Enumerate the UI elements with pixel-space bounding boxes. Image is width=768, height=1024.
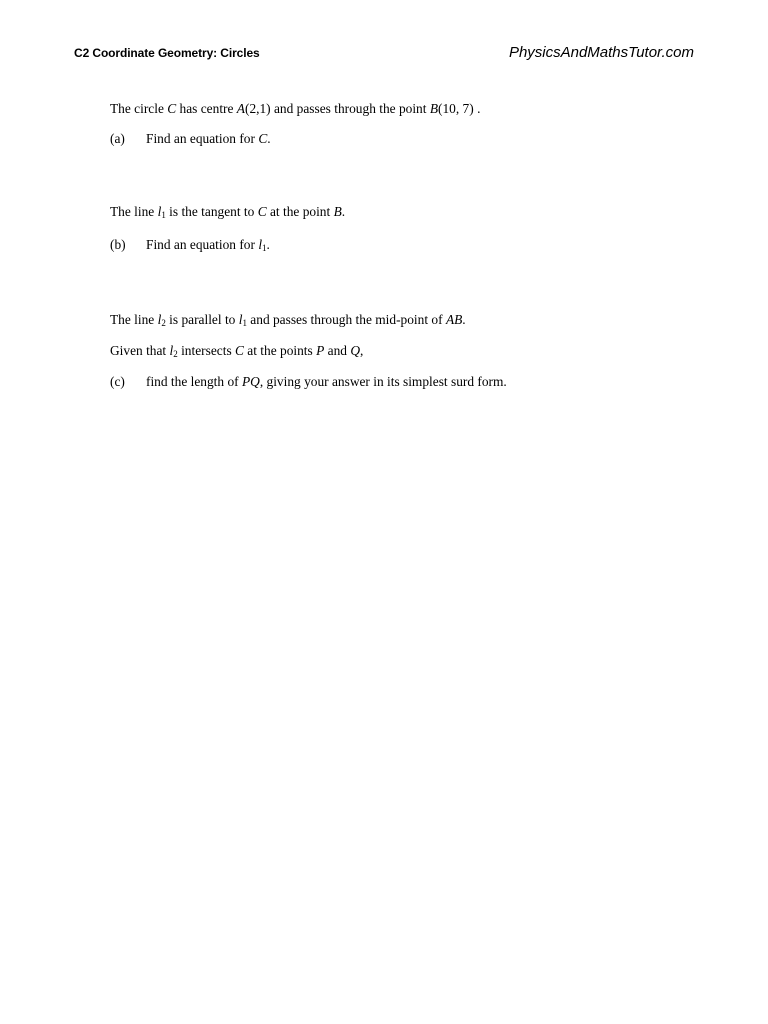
part-a-label: (a)	[110, 131, 125, 146]
site-name: PhysicsAndMathsTutor.com	[508, 44, 694, 61]
given-statement: Given that $l_2$ intersects C at the points P and Q,	[110, 343, 364, 359]
parallel-statement: The line $l_2$ is parallel to $l_1$ and passes through the mid-point of AB.	[110, 312, 466, 328]
part-b: (b) Find an equation for $l_1$.	[110, 237, 270, 253]
part-b-label: (b)	[110, 237, 126, 252]
tangent-statement: The line $l_1$ is the tangent to C at the point B.	[110, 204, 346, 220]
part-c-label: (c)	[110, 374, 125, 389]
part-a: (a) Find an equation for C.	[110, 131, 271, 146]
page-header-title: C2 Coordinate Geometry: Circles	[74, 46, 260, 60]
part-c: (c) find the length of PQ, giving your answer in its simplest surd form.	[110, 374, 507, 389]
question-intro: The circle C has centre A(2,1) and passes through the point B(10, 7) .	[110, 101, 481, 116]
